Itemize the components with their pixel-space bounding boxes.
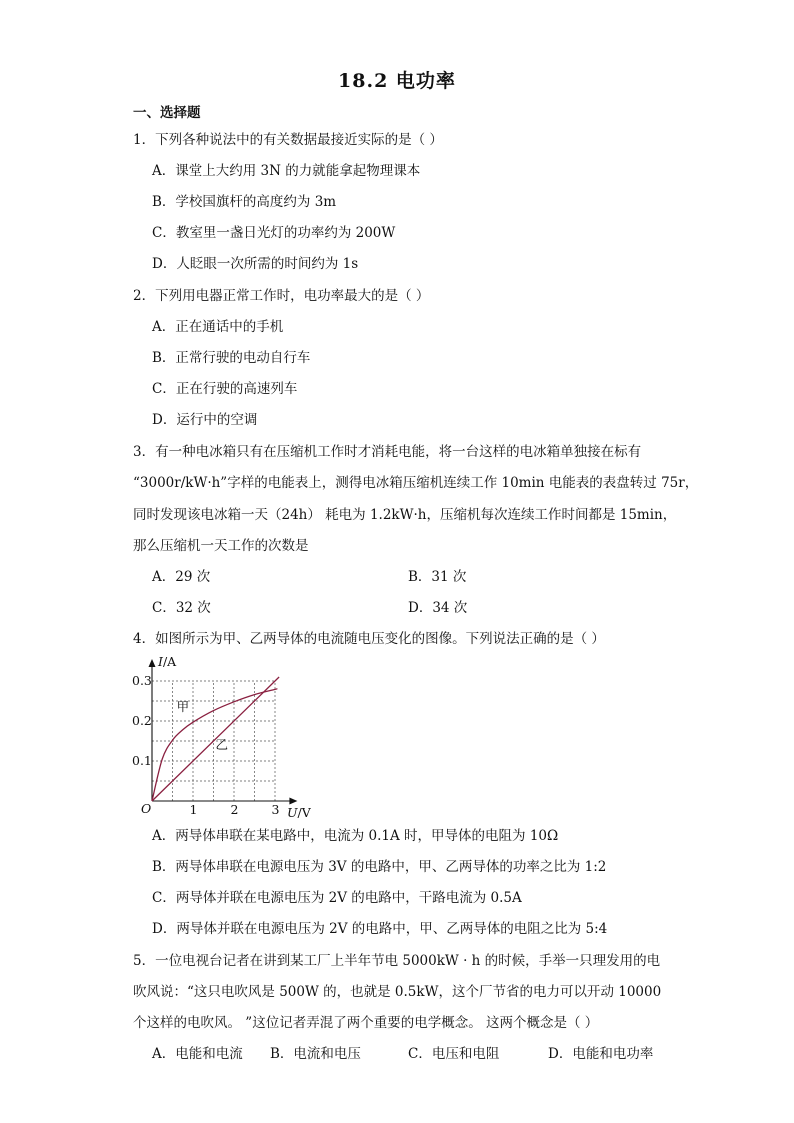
x-tick-label: 1 — [189, 802, 198, 817]
q5-option-c[interactable]: C．电压和电阻 — [408, 1046, 500, 1062]
x-tick-label: 3 — [271, 802, 280, 817]
origin-label: O — [141, 801, 152, 816]
q5-option-b[interactable]: B．电流和电压 — [270, 1046, 361, 1062]
q5-stem-line-2: 吹风说：“这只电吹风是 500W 的，也就是 0.5kW，这个厂节省的电力可以开动 10000 — [133, 984, 662, 1000]
y-tick-label: 0.2 — [132, 713, 152, 728]
series-yi-label: 乙 — [215, 737, 229, 752]
q1-stem: 1．下列各种说法中的有关数据最接近实际的是（ ） — [133, 132, 443, 148]
q2-stem: 2．下列用电器正常工作时，电功率最大的是（ ） — [133, 288, 430, 304]
q3-stem-line-2: “3000r/kW·h”字样的电能表上，测得电冰箱压缩机连续工作 10min 电能表的表盘转过 75r， — [133, 475, 699, 491]
q4-option-a[interactable]: A．两导体串联在某电路中，电流为 0.1A 时，甲导体的电阻为 10Ω — [152, 828, 559, 844]
q3-stem-line-3: 同时发现该电冰箱一天（24h） 耗电为 1.2kW·h，压缩机每次连续工作时间都是 15min， — [133, 507, 677, 523]
q5-option-a[interactable]: A．电能和电流 — [152, 1046, 243, 1062]
iu-graph — [130, 650, 340, 825]
y-tick-label: 0.3 — [132, 673, 152, 688]
q3-option-d[interactable]: D．34 次 — [408, 600, 468, 616]
q1-option-b[interactable]: B．学校国旗杆的高度约为 3m — [152, 194, 337, 210]
x-axis-arrow — [289, 798, 297, 805]
q5-option-d[interactable]: D．电能和电功率 — [548, 1046, 654, 1062]
q1-option-c[interactable]: C．教室里一盏日光灯的功率约为 200W — [152, 225, 396, 241]
q3-option-c[interactable]: C．32 次 — [152, 600, 211, 616]
page-title: 18.2 电功率 — [338, 70, 456, 92]
x-tick-label: 2 — [230, 802, 239, 817]
q3-stem-line-4: 那么压缩机一天工作的次数是 — [133, 538, 309, 554]
q3-option-b[interactable]: B．31 次 — [408, 569, 467, 585]
q5-stem-line-1: 5．一位电视台记者在讲到某工厂上半年节电 5000kW · h 的时候，手举一只理发用的电 — [133, 953, 661, 969]
q2-option-d[interactable]: D．运行中的空调 — [152, 412, 258, 428]
q1-option-a[interactable]: A．课堂上大约用 3N 的力就能拿起物理课本 — [152, 163, 421, 179]
q4-option-b[interactable]: B．两导体串联在电源电压为 3V 的电路中，甲、乙两导体的功率之比为 1:2 — [152, 859, 607, 875]
q5-stem-line-3: 个这样的电吹风。 ”这位记者弄混了两个重要的电学概念。 这两个概念是（ ） — [133, 1015, 599, 1031]
q4-option-d[interactable]: D．两导体并联在电源电压为 2V 的电路中，甲、乙两导体的电阻之比为 5:4 — [152, 921, 608, 937]
q2-option-b[interactable]: B．正常行驶的电动自行车 — [152, 350, 311, 366]
y-tick-label: 0.1 — [132, 753, 152, 768]
q2-option-a[interactable]: A．正在通话中的手机 — [152, 319, 284, 335]
y-axis-label: I/A — [158, 654, 177, 669]
x-axis-label: U/V — [287, 805, 311, 820]
y-axis-arrow — [149, 659, 156, 667]
section-heading: 一、选择题 — [133, 105, 201, 121]
q2-option-c[interactable]: C．正在行驶的高速列车 — [152, 381, 298, 397]
series-jia-label: 甲 — [176, 699, 190, 714]
q4-stem: 4．如图所示为甲、乙两导体的电流随电压变化的图像。下列说法正确的是（ ） — [133, 631, 605, 647]
q4-option-c[interactable]: C．两导体并联在电源电压为 2V 的电路中，干路电流为 0.5A — [152, 890, 522, 906]
q3-stem-line-1: 3．有一种电冰箱只有在压缩机工作时才消耗电能，将一台这样的电冰箱单独接在标有 — [133, 444, 642, 460]
q1-option-d[interactable]: D．人眨眼一次所需的时间约为 1s — [152, 256, 359, 272]
q3-option-a[interactable]: A．29 次 — [152, 569, 211, 585]
